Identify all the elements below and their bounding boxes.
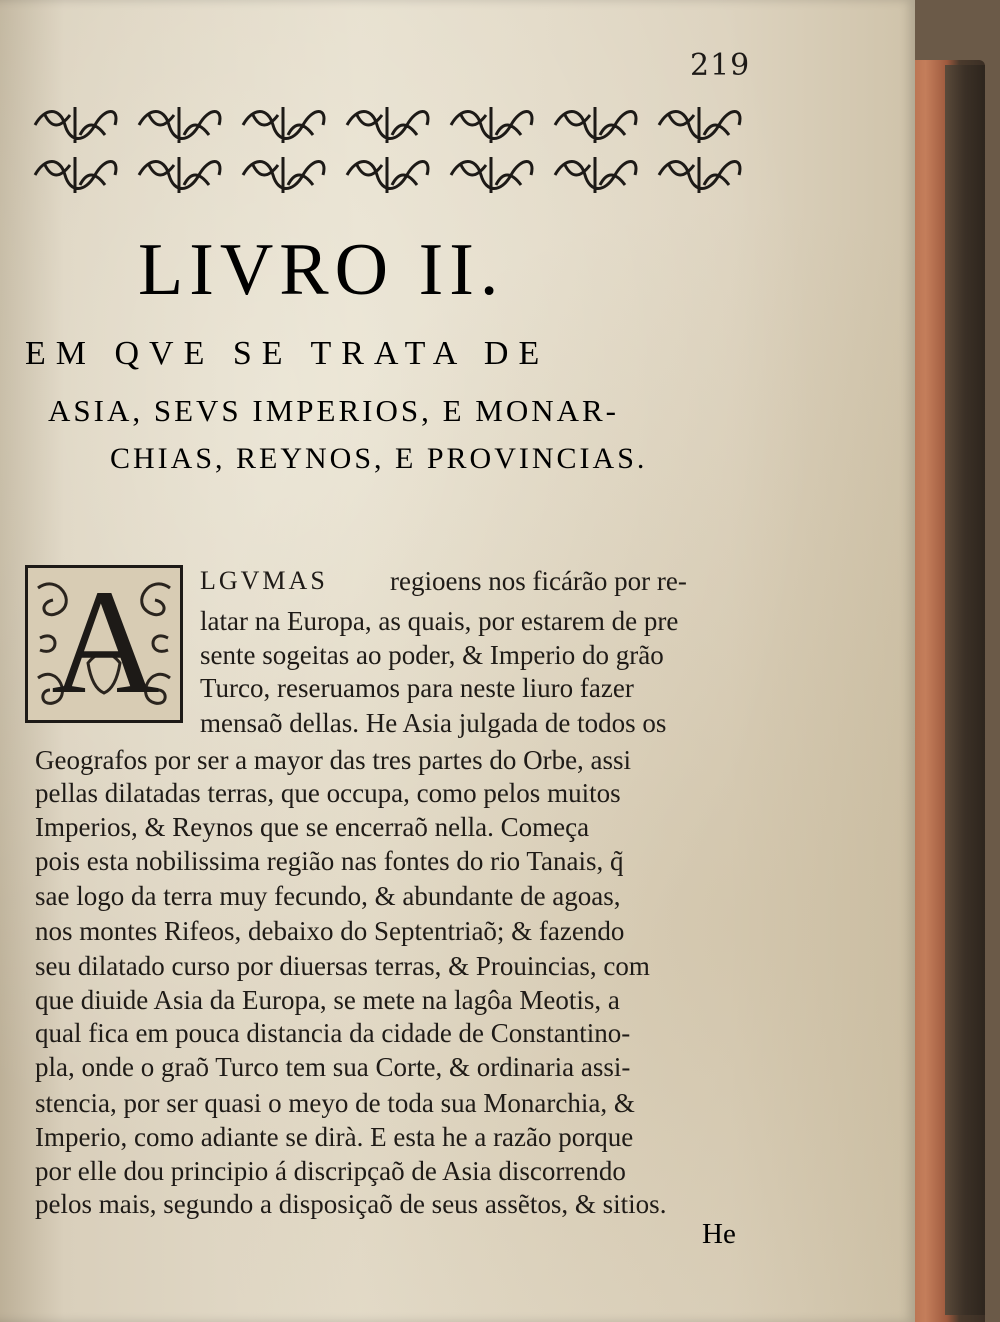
catchword: He xyxy=(702,1218,736,1250)
body-line-1: regioens nos ficárão por re- xyxy=(390,566,687,596)
body-line-5: mensaõ dellas. He Asia julgada de todos os xyxy=(200,708,667,738)
body-line-6: Geografos por ser a mayor das tres partes do Orbe, assi xyxy=(35,745,632,775)
subtitle-line-3: CHIAS, REYNOS, E PROVINCIAS. xyxy=(110,442,648,475)
subtitle-line-2: ASIA, SEVS IMPERIOS, E MONAR- xyxy=(48,393,619,428)
page-number: 219 xyxy=(690,48,751,83)
book-cover xyxy=(945,65,985,1315)
drop-cap-letter: A xyxy=(51,559,160,725)
drop-cap xyxy=(25,559,183,725)
ornamental-border xyxy=(25,100,750,200)
body-line-12: seu dilatado curso por diuersas terras, & Prouincias, com xyxy=(35,951,650,981)
opening-word: LGVMAS xyxy=(200,566,328,595)
body-line-7: pellas dilatadas terras, que occupa, como pelos muitos xyxy=(35,778,621,808)
body-line-16: stencia, por ser quasi o meyo de toda sua Monarchia, & xyxy=(35,1088,635,1118)
body-line-11: nos montes Rifeos, debaixo do Septentriaõ; & fazendo xyxy=(35,916,625,946)
body-line-2: latar na Europa, as quais, por estarem de pre xyxy=(200,606,679,636)
body-line-15: pla, onde o graõ Turco tem sua Corte, & ordinaria assi- xyxy=(35,1052,631,1082)
body-line-19: pelos mais, segundo a disposiçaõ de seus assẽtos, & sitios. xyxy=(35,1189,667,1219)
body-line-4: Turco, reseruamos para neste liuro fazer xyxy=(200,673,634,703)
body-line-17: Imperio, como adiante se dirà. E esta he a razão porque xyxy=(35,1122,634,1152)
body-line-9: pois esta nobilissima região nas fontes do rio Tanais, q̃ xyxy=(35,846,624,876)
body-line-14: qual fica em pouca distancia da cidade de Constantino- xyxy=(35,1018,631,1048)
body-line-10: sae logo da terra muy fecundo, & abundante de agoas, xyxy=(35,881,621,911)
body-line-3: sente sogeitas ao poder, & Imperio do grão xyxy=(200,640,664,670)
body-line-13: que diuide Asia da Europa, se mete na lagôa Meotis, a xyxy=(35,985,620,1015)
book-title: LIVRO II. xyxy=(138,229,505,311)
body-line-18: por elle dou principio á discripçaõ de Asia discorrendo xyxy=(35,1156,626,1186)
subtitle-line-1: EM QVE SE TRATA DE xyxy=(25,335,550,372)
body-line-8: Imperios, & Reynos que se encerraõ nella. Começa xyxy=(35,812,590,842)
